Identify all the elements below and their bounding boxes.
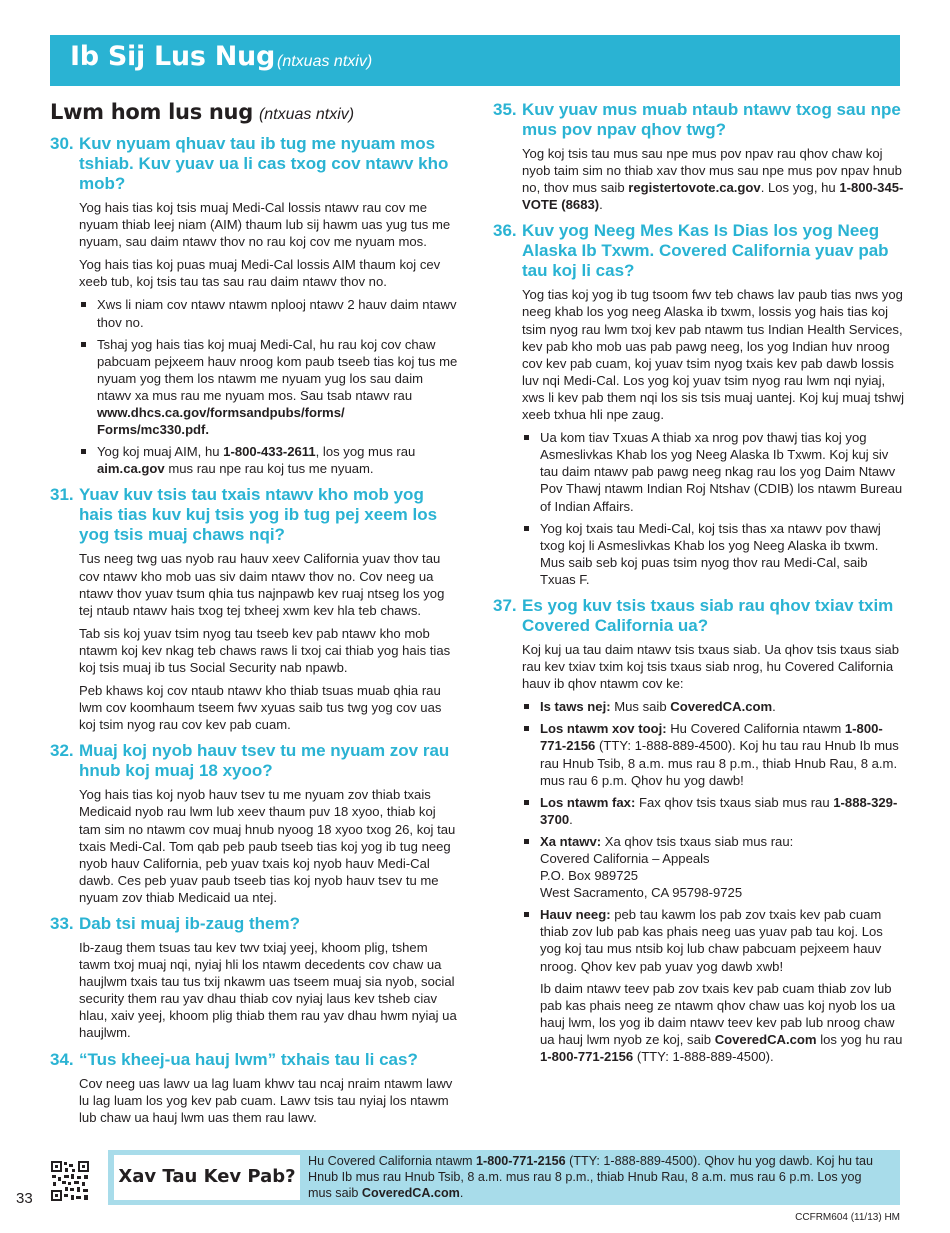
question-heading: 37. Es yog kuv tsis txaus siab rau qhov txiav txim Covered California ua? <box>493 595 894 635</box>
question-heading: 32. Muaj koj nyob hauv tsev tu me nyuam zov rau hnub koj muaj 18 xyoo? <box>50 741 450 781</box>
question-body <box>522 145 905 213</box>
coveredca-link[interactable]: CoveredCA.com <box>670 699 773 715</box>
question-heading: 30. Kuv nyuam qhuav tau ib tug me nyuam mos tshiab. Kuv yuav ua li cas txog cov ntawv kho mob? <box>50 134 449 193</box>
list-item: Yog koj txais tau Medi-Cal, koj tsis thas xa ntawv pov thawj txog koj li Asmeslivkas Khab los yog Neeg Alaska ib txwm. Mus saib seb koj puas tsim nyog thov rau Medi-Cal, saib Txuas F. <box>522 520 905 588</box>
list-item: Ua kom tiav Txuas A thiab xa nrog pov thawj tias koj yog Asmeslivkas Khab los yog Neeg Alaska Ib Txwm. Koj kuj siv tau daim ntawv pab pawg neeg nkag rau los yog Daim Ntawv Pov Thawj ntawm Indian Roj Ntshav (CDIB) los ntawm Bureau of Indian Affairs. <box>522 429 905 514</box>
bullet-list <box>522 698 905 1065</box>
question-body <box>79 786 460 906</box>
paragraph: Yog tias koj yog ib tug tsoom fwv teb chaws lav paub tias nws yog neeg khab los yog neeg Alaska ib txwm, lossis yog hais tias koj tsim nyog rau lwm txoj kev pab ntawm tus Indian Health Services, kev pab kho mob uas pab pawg neeg, los yog Indian huv nroog cov kev pab cuam, koj yuav tsim nyog txais kev pab dawb lossis luv nqi Medi-Cal. Los yog koj yuav tsim nyog rau lwm nqi nyiaj, xws li kev pab them nqi los sis tsis muaj uantej. Koj kuj muaj tshwj xeeb txhua hli npe zaug. <box>522 287 905 423</box>
list-item: Tshaj yog hais tias koj muaj Medi-Cal, hu rau koj cov chaw pabcuam pejxeem hauv nroog kom paub tseeb tias koj tus me nyuam yog them los ntawm me nyuam yug los sau daim ntawv xa mus rau me nyuam mos. Sau tsab ntawv rau www.dhcs.ca.gov/formsandpubs/forms/ Forms/mc330.pdf. <box>79 336 460 439</box>
address-line: West Sacramento, CA 95798-9725 <box>540 885 743 901</box>
paragraph: Ib-zaug them tsuas tau kev twv txiaj yeej, khoom plig, tshem tawm txoj muaj nqi, nyiaj hli los ntawm decedents cov chaw ua haujlwm txais tau tus txij nkawm uas tseem muaj sia nyob, social security them rau yav dhau thiab cov nyiaj laus kev tsheb ciav hlau, xaiv yeej, khoom plig thiab them rau yav dhau hwm nyiaj ua haujlwm. <box>79 940 457 1041</box>
question-body <box>79 550 460 733</box>
mc330-link[interactable]: www.dhcs.ca.gov/formsandpubs/forms/ Forms/mc330.pdf. <box>97 405 345 438</box>
form-code: CCFRM604 (11/13) HM <box>795 1212 900 1223</box>
question-36 <box>493 221 905 588</box>
banner-title: Ib Sij Lus Nug <box>70 41 275 72</box>
paragraph: Koj kuj ua tau daim ntawv tsis txaus siab. Ua qhov tsis txaus siab rau kev txiav txim koj tsis txaus siab nrog, hu Covered California hauv ib qhov ntawm cov ke: <box>522 641 899 692</box>
question-35 <box>493 100 905 213</box>
register-to-vote-link[interactable]: registertovote.ca.gov <box>628 180 761 196</box>
question-body <box>79 939 460 1042</box>
question-30 <box>50 134 460 477</box>
bullet-list <box>522 429 905 588</box>
aim-phone: 1-800-433-2611 <box>223 444 316 460</box>
page-number: 33 <box>16 1190 33 1207</box>
question-32 <box>50 741 460 906</box>
help-label: Xav Tau Kev Pab? <box>118 1166 296 1187</box>
section-subtitle: (ntxuas ntxiv) <box>258 106 355 123</box>
covered-phone: 1-800-771-2156 <box>540 1049 634 1065</box>
help-label-box <box>114 1155 300 1200</box>
address-line: Covered California – Appeals <box>540 851 710 866</box>
help-footer <box>108 1150 900 1205</box>
question-heading: 36. Kuv yog Neeg Mes Kas Is Dias los yog Neeg Alaska Ib Txwm. Covered California yuav pab tau koj li cas? <box>493 221 889 281</box>
aim-link[interactable]: aim.ca.gov <box>97 461 165 477</box>
header-banner <box>50 35 900 86</box>
list-item: Los ntawm xov tooj: Hu Covered California ntawm 1-800-771-2156 (TTY: 1-888-889-4500). Koj hu tau rau Hnub Ib mus rau Hnub Tsib, 8 a.m. mus rau 8 p.m., thiab Hnub Rau, 8 a.m. mus rau 6 p.m. Qhov hu yog dawb! <box>522 720 905 788</box>
coveredca-link[interactable]: CoveredCA.com <box>714 1031 817 1047</box>
paragraph: Tab sis koj yuav tsim nyog tau tseeb kev pab ntawv kho mob ntawm koj kev nkag teb chaws raws li txoj cai thiab yog hais tias koj tsis muaj ib tus Social Security nab npawb. <box>79 625 451 675</box>
covered-phone: 1-800-771-2156 <box>540 721 883 754</box>
list-item: Xa ntawv: Xa qhov tsis txaus siab mus rau: Covered California – Appeals P.O. Box 989725 West Sacramento, CA 95798-9725 <box>522 833 905 901</box>
paragraph: Yog hais tias koj puas muaj Medi-Cal lossis AIM thaum koj cev xeeb tub, koj tsis tau tas sau rau daim ntawv thov no. <box>79 257 441 290</box>
question-heading: 33. Dab tsi muaj ib-zaug them? <box>50 914 301 933</box>
address-line: P.O. Box 989725 <box>540 868 639 884</box>
left-column <box>50 100 460 1134</box>
paragraph: Tus neeg twg uas nyob rau hauv xeev California yuav thov tau cov ntawv kho mob uas siv daim ntawv thov no. Cov neeg ua ntawv thov yuav tsum qhia tus najnpawb kev ruaj ntseg los yog tej ntaub ntawv hais txog tej txheej xwm kev hla teb chaws. <box>79 551 445 618</box>
question-body <box>522 641 905 1065</box>
help-text: Hu Covered California ntawm 1-800-771-2156 (TTY: 1-888-889-4500). Qhov hu yog dawb. Koj hu tau Hnub Ib mus rau Hnub Tsib, 8 a.m. mus rau 8 p.m., thiab Hnub Rau, 8 a.m. mus rau 6 p.m. Los yog mus saib CoveredCA.com. <box>308 1154 873 1200</box>
banner-subtitle: (ntxuas ntxiv) <box>277 53 373 70</box>
question-37 <box>493 596 905 1065</box>
fax-number: 1-888-329-3700 <box>540 794 898 827</box>
section-title: Lwm hom lus nug (ntxuas ntxiv) <box>50 100 355 124</box>
question-31 <box>50 485 460 733</box>
list-item: Xws li niam cov ntawv ntawm nplooj ntawv 2 hauv daim ntawv thov no. <box>79 296 460 330</box>
question-heading: 34. “Tus kheej-ua hauj lwm” txhais tau li cas? <box>50 1049 418 1069</box>
paragraph: Ib daim ntawv teev pab zov txais kev pab cuam thiab zov lub pab kas phais neeg ze ntawm qhov chaw uas koj nyob los ua hauj lwm, los yog ib daim ntawv teev kev pab lub nroog chaw ua hauj lwm nyob ze koj, saib CoveredCA.com los yog hu rau 1-800-771-2156 (TTY: 1-888-889-4500). <box>540 980 903 1065</box>
right-column <box>493 100 905 1073</box>
question-body <box>79 1075 460 1126</box>
list-item: Is taws nej: Mus saib CoveredCA.com. <box>522 698 905 715</box>
question-body <box>522 286 905 588</box>
question-heading: 31. Yuav kuv tsis tau txais ntawv kho mob yog hais tias kuv kuj tsis yog ib tug pej xeem los yog tsis muaj chaws nqi? <box>50 485 438 545</box>
question-heading: 35. Kuv yuav mus muab ntaub ntawv txog sau npe mus pov npav qhov twg? <box>493 100 901 139</box>
paragraph: Yog hais tias koj tsis muaj Medi-Cal lossis ntawv rau cov me nyuam thiab leej niam (AIM) thaum lub sij hawm uas yug tus me nyuam, sau daim ntawv thov no rau koj cov me nyuam mos. <box>79 200 451 250</box>
list-item: Yog koj muaj AIM, hu 1-800-433-2611, los yog mus rau aim.ca.gov mus rau npe rau koj tus me nyuam. <box>79 443 460 477</box>
question-33 <box>50 914 460 1042</box>
footer-link[interactable]: CoveredCA.com <box>361 1186 460 1200</box>
footer-phone: 1-800-771-2156 <box>476 1154 566 1168</box>
vote-phone: 1-800-345-VOTE (8683) <box>522 180 904 213</box>
list-item: Los ntawm fax: Fax qhov tsis txaus siab mus rau 1-888-329-3700. <box>522 794 905 828</box>
paragraph: Peb khaws koj cov ntaub ntawv kho thiab tsuas muab qhia rau lwm cov koomhaum tseem fwv xyuas saib tus twg yog cov uas koj tsim nyog rau cov kev pab cuam. <box>79 683 442 733</box>
list-item: Hauv neeg: peb tau kawm los pab zov txais kev pab cuam thiab zov lub pab kas phais neeg uas yuav pab tau koj. Los yog koj tau mus ntsib koj lub chaw pabcuam pejxeem hauv nroog. Qhov kev pab yuav yog dawb xwb! Ib daim ntawv teev pab zov txais kev pab cuam thiab zov lub pab kas phais neeg ze ntawm qhov chaw uas koj nyob los ua hauj lwm, los yog ib daim ntawv teev kev pab lub nroog chaw ua hauj lwm nyob ze koj, saib CoveredCA.com los yog hu rau 1-800-771-2156 (TTY: 1-888-889-4500). <box>522 906 905 1065</box>
bullet-list <box>79 296 460 477</box>
paragraph: Yog koj tsis tau mus sau npe mus pov npav rau qhov chaw koj nyob taim sim no thiab xav thov mus sau npe mus pov npav hnub no, thov mus saib registertovote.ca.gov. Los yog, hu 1-800-345-VOTE (8683). <box>522 146 904 213</box>
paragraph: Yog hais tias koj nyob hauv tsev tu me nyuam zov thiab txais Medicaid nyob rau lwm lub xeev thaum puv 18 xyoo, thiab koj tam sim no ntawm cov muaj hnub nyoog 18 xyoo txog 26, koj tau txais Medi-Cal. Tom qab peb paub tseeb tias koj yog ib tug neeg nyob hauv California, peb yuav txais koj nyob hauv Medi-Cal dawb. Ces peb yuav paub tseeb tias koj nyob hauv tsev tu me nyuam zov thiab Medicaid ua ntej. <box>79 787 456 905</box>
qr-code-icon <box>50 1160 90 1202</box>
question-body <box>79 199 460 477</box>
paragraph: Cov neeg uas lawv ua lag luam khwv tau ncaj nraim ntawm lawv lu lag luam los yog kev pab cuam. Lawv tsis tau nyiaj los ntawm lub chaw ua hauj lwm uas them rau lawv. <box>79 1075 453 1125</box>
question-34 <box>50 1050 460 1126</box>
